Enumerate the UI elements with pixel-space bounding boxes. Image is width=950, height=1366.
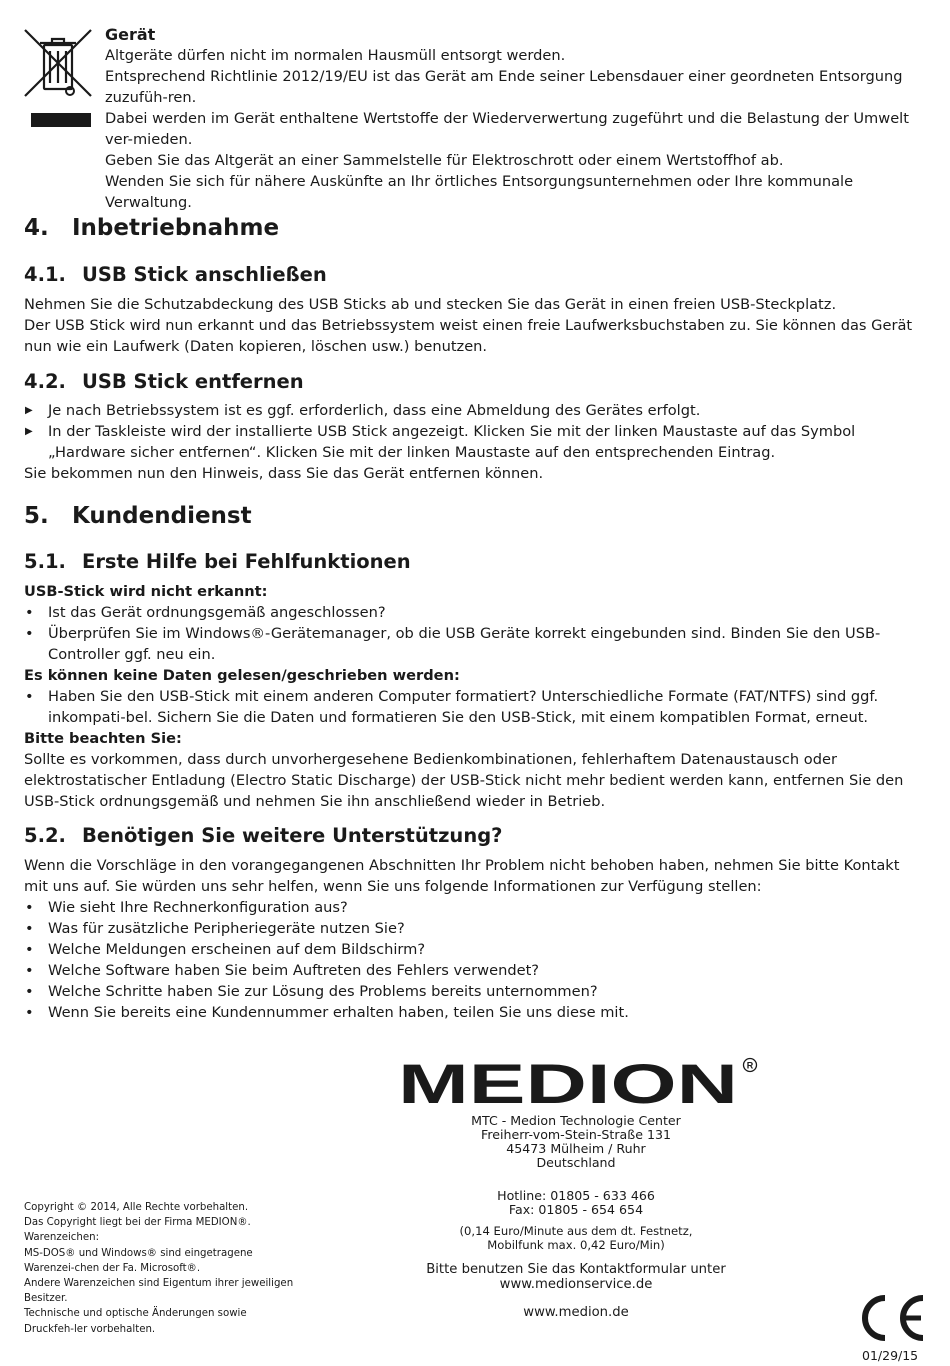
list-item: • Welche Meldungen erscheinen auf dem Bildschirm?: [25, 941, 426, 958]
bullet: •: [25, 920, 34, 937]
list-item: • Wenn Sie bereits eine Kundennummer erhalten haben, teilen Sie uns diese mit.: [25, 1004, 629, 1021]
section-title: Benötigen Sie weitere Unterstützung?: [82, 824, 503, 847]
copyright-line: Andere Warenzeichen sind Eigentum ihrer jeweiligen Besitzer.: [24, 1278, 294, 1305]
disposal-line: Entsprechend Richtlinie 2012/19/EU ist das Gerät am Ende seiner Lebensdauer einer geordneten Entsorgung zuzufüh-ren.: [105, 68, 903, 106]
paragraph: Sollte es vorkommen, dass durch unvorhergesehene Bedienkombinationen, fehlerhaftem Datenaustausch oder elektrostatischer Entladung (Electro Static Discharge) der USB-Stick nicht mehr bedient werden kann, entfernen Sie den USB-Stick ordnungsgemäß und nehmen Sie ihn anschließend wieder in Betrieb.: [24, 751, 904, 810]
bullet: •: [25, 899, 34, 916]
list-item: • Ist das Gerät ordnungsgemäß angeschlossen?: [25, 604, 386, 621]
copyright-line: MS-DOS® und Windows® sind eingetragene Warenzei-chen der Fa. Microsoft®.: [24, 1247, 253, 1274]
address-line: Freiherr-vom-Stein-Straße 131: [481, 1127, 671, 1142]
copyright-line: Copyright © 2014, Alle Rechte vorbehalten.: [24, 1202, 249, 1213]
list-item: • Überprüfen Sie im Windows®-Gerätemanager, ob die USB Geräte korrekt eingebunden sind. Binden Sie den USB-Controller ggf. neu ein.: [25, 625, 881, 663]
list-item: • Welche Schritte haben Sie zur Lösung des Problems bereits unternommen?: [25, 983, 598, 1000]
subheading: Bitte beachten Sie:: [24, 730, 182, 747]
bullet: •: [25, 625, 34, 642]
crossed-out-bin-icon: [22, 27, 94, 131]
svg-text:MEDION: MEDION: [398, 1057, 738, 1107]
section-4-2-body: [24, 400, 924, 484]
section-4-2-heading: [24, 370, 304, 393]
section-5-heading: [24, 503, 252, 529]
copyright-notice: [24, 1200, 294, 1337]
section-4-heading: [24, 215, 279, 241]
list-item: • Was für zusätzliche Peripheriegeräte nutzen Sie?: [25, 920, 405, 937]
bullet: •: [25, 688, 34, 705]
section-number: 5.: [24, 503, 49, 529]
hotline: Hotline: 01805 - 633 466: [497, 1188, 655, 1203]
list-item: • Haben Sie den USB-Stick mit einem anderen Computer formatiert? Unterschiedliche Formate (FAT/NTFS) sind ggf. inkompati-bel. Sichern Sie die Daten und formatieren Sie den USB-Stick, mit einem kompatiblen Format, erneut.: [25, 688, 879, 726]
disposal-heading: Gerät: [105, 25, 156, 44]
ce-mark-icon: [855, 1292, 927, 1344]
svg-text:R: R: [746, 1060, 754, 1071]
disposal-notice: [105, 24, 920, 213]
section-title: USB Stick anschließen: [82, 263, 327, 286]
website-url: www.medion.de: [523, 1305, 629, 1320]
bullet: •: [25, 962, 34, 979]
section-number: 5.1.: [24, 550, 66, 573]
bullet: •: [25, 983, 34, 1000]
service-url: www.medionservice.de: [499, 1277, 653, 1292]
bullet: •: [25, 604, 34, 621]
address-line: MTC - Medion Technologie Center: [471, 1113, 681, 1128]
fax: Fax: 01805 - 654 654: [508, 1202, 644, 1217]
list-item: • Welche Software haben Sie beim Auftreten des Fehlers verwendet?: [25, 962, 540, 979]
section-title: Inbetriebnahme: [72, 215, 280, 241]
disposal-line: Dabei werden im Gerät enthaltene Wertstoffe der Wiederverwertung zugeführt und die Belastung der Umwelt ver-mieden.: [105, 110, 909, 148]
paragraph: Sie bekommen nun den Hinweis, dass Sie das Gerät entfernen können.: [24, 465, 544, 482]
bullet: •: [25, 941, 34, 958]
triangle-bullet-icon: ▶: [25, 405, 33, 416]
section-5-1-heading: [24, 550, 411, 573]
section-5-2-heading: [24, 824, 502, 847]
section-5-1-body: [24, 581, 924, 812]
paragraph: Nehmen Sie die Schutzabdeckung des USB Sticks ab und stecken Sie das Gerät in einen freien USB-Steckplatz.: [24, 296, 837, 313]
copyright-line: Warenzeichen:: [24, 1232, 100, 1244]
address-line: Deutschland: [536, 1155, 616, 1170]
disposal-line: Altgeräte dürfen nicht im normalen Hausmüll entsorgt werden.: [105, 47, 566, 64]
paragraph: Wenn die Vorschläge in den vorangegangenen Abschnitten Ihr Problem nicht behoben haben, nehmen Sie bitte Kontakt mit uns auf. Sie würden uns sehr helfen, wenn Sie uns folgende Informationen zur Verfügung stellen:: [24, 857, 900, 895]
section-number: 4.: [24, 215, 49, 241]
section-title: USB Stick entfernen: [82, 370, 304, 393]
address-line: 45473 Mülheim / Ruhr: [506, 1141, 646, 1156]
section-4-1-heading: [24, 263, 327, 286]
triangle-bullet-icon: ▶: [25, 426, 33, 437]
section-5-2-body: [24, 855, 924, 1023]
section-number: 4.1.: [24, 263, 66, 286]
section-4-1-body: [24, 294, 924, 357]
section-title: Erste Hilfe bei Fehlfunktionen: [82, 550, 411, 573]
list-item: • Wie sieht Ihre Rechnerkonfiguration aus?: [25, 899, 348, 916]
contact-address: [420, 1114, 732, 1320]
list-item: ▶ In der Taskleiste wird der installierte USB Stick angezeigt. Klicken Sie mit der linken Maustaste auf das Symbol „Hardware sicher entfernen“. Klicken Sie mit der linken Maustaste auf den entsprechenden Eintrag.: [25, 423, 856, 461]
cost-note: (0,14 Euro/Minute aus dem dt. Festnetz,: [459, 1224, 693, 1238]
document-date: 01/29/15: [862, 1348, 919, 1363]
contact-form-note: Bitte benutzen Sie das Kontaktformular unter: [426, 1262, 726, 1277]
bullet: •: [25, 1004, 34, 1021]
section-number: 5.2.: [24, 824, 66, 847]
cost-note: Mobilfunk max. 0,42 Euro/Min): [487, 1238, 665, 1252]
disposal-line: Wenden Sie sich für nähere Auskünfte an Ihr örtliches Entsorgungsunternehmen oder Ihre kommunale Verwaltung.: [105, 173, 854, 211]
paragraph: Der USB Stick wird nun erkannt und das Betriebssystem weist einen freie Laufwerksbuchstaben zu. Sie können das Gerät nun wie ein Laufwerk (Daten kopieren, löschen usw.) benutzen.: [24, 317, 913, 355]
list-item: ▶ Je nach Betriebssystem ist es ggf. erforderlich, dass eine Abmeldung des Gerätes erfolgt.: [25, 402, 701, 419]
section-title: Kundendienst: [72, 503, 252, 529]
subheading: Es können keine Daten gelesen/geschrieben werden:: [24, 667, 460, 684]
section-number: 4.2.: [24, 370, 66, 393]
disposal-line: Geben Sie das Altgerät an einer Sammelstelle für Elektroschrott oder einem Wertstoffhof ab.: [105, 152, 784, 169]
copyright-line: Technische und optische Änderungen sowie Druckfeh-ler vorbehalten.: [24, 1308, 247, 1335]
subheading: USB-Stick wird nicht erkannt:: [24, 583, 268, 600]
medion-logo: [398, 1057, 760, 1107]
copyright-line: Das Copyright liegt bei der Firma MEDION®.: [24, 1217, 251, 1229]
